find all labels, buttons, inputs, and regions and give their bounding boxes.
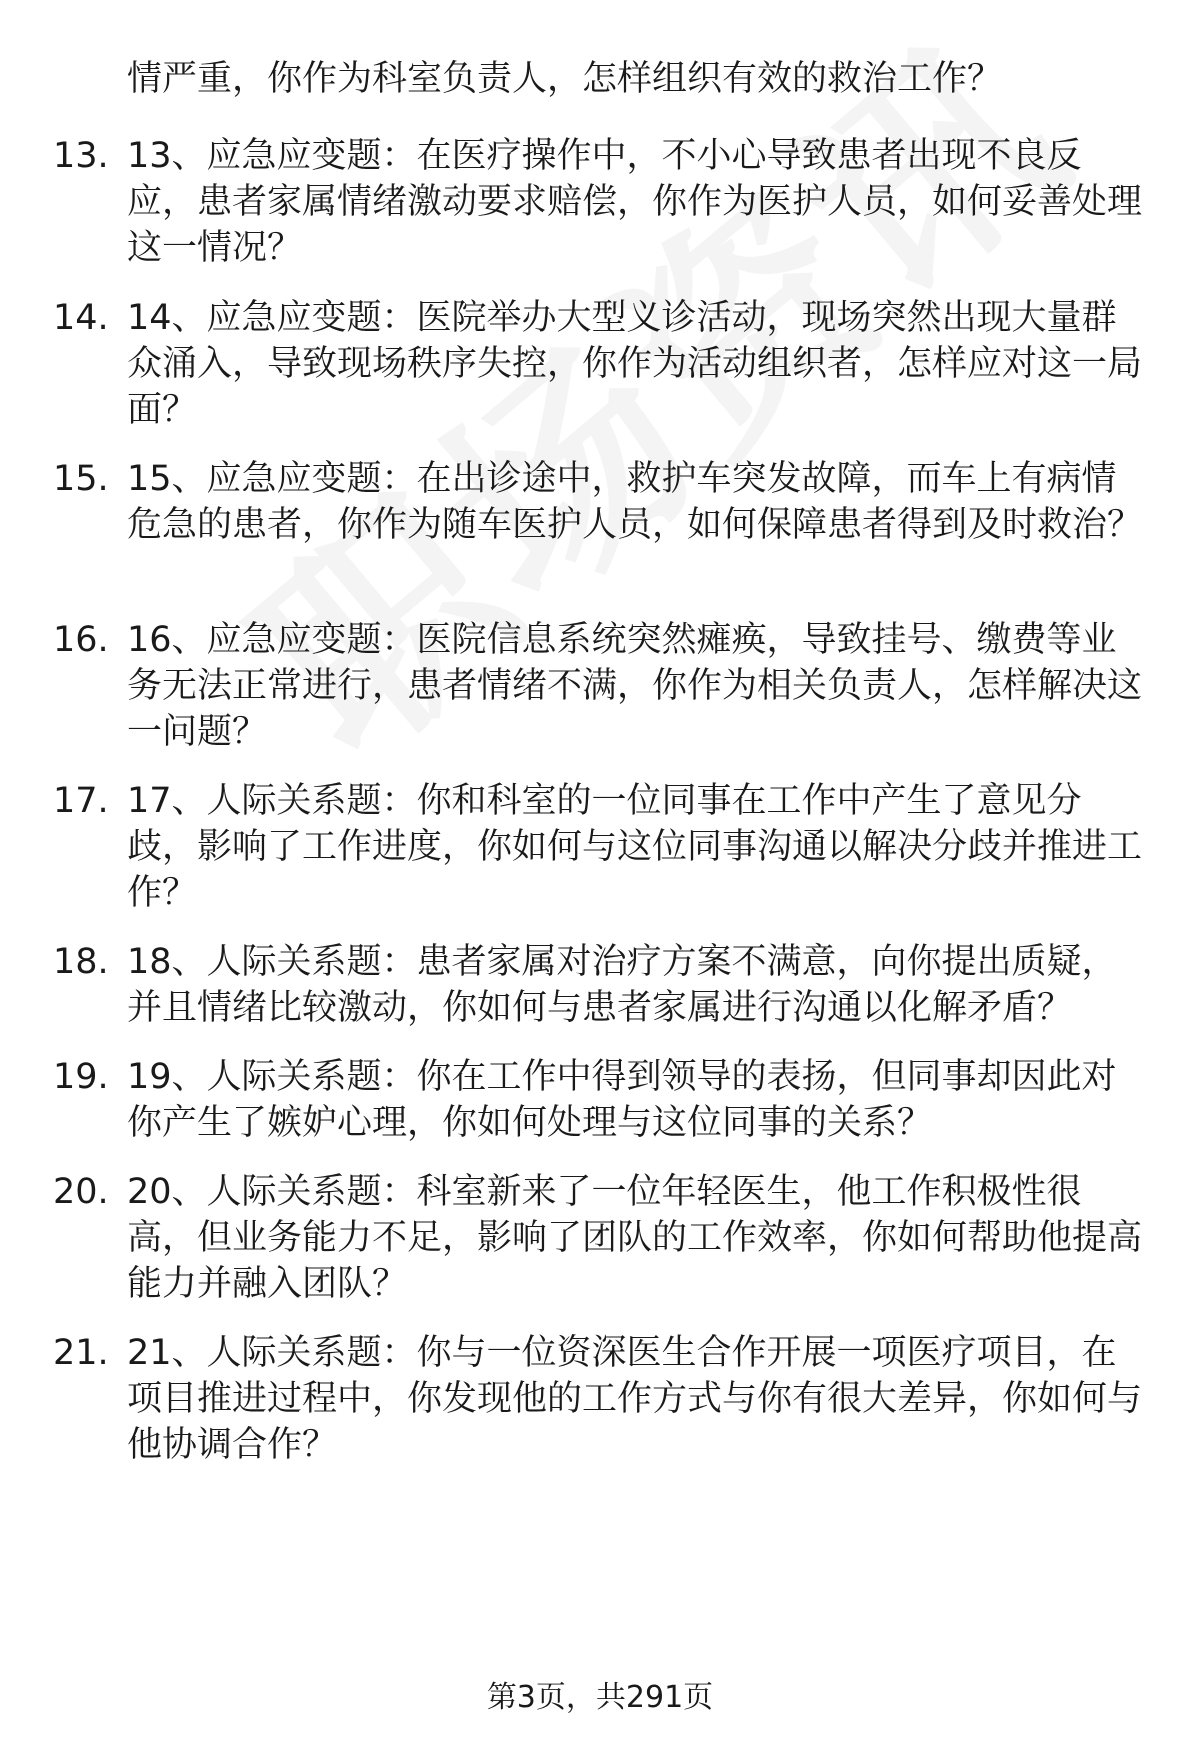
list-item-number: 16. xyxy=(53,620,109,660)
list-item-number: 14. xyxy=(53,298,109,338)
list-item-text: 15、应急应变题：在出诊途中，救护车突发故障，而车上有病情危急的患者，你作为随车医护人员，如何保障患者得到及时救治？ xyxy=(127,459,1143,545)
carry-over-text: 情严重，你作为科室负责人，怎样组织有效的救治工作？ xyxy=(127,59,1003,99)
list-item-text: 17、人际关系题：你和科室的一位同事在工作中产生了意见分歧，影响了工作进度，你如何与这位同事沟通以解决分歧并推进工作？ xyxy=(127,781,1143,913)
list-item-number: 19. xyxy=(53,1057,109,1097)
list-item-number: 18. xyxy=(53,942,109,982)
list-item-text: 21、人际关系题：你与一位资深医生合作开展一项医疗项目，在项目推进过程中，你发现他的工作方式与你有很大差异，你如何与他协调合作？ xyxy=(127,1333,1143,1465)
list-item-number: 15. xyxy=(53,459,109,499)
list-item-text: 19、人际关系题：你在工作中得到领导的表扬，但同事却因此对你产生了嫉妒心理，你如何处理与这位同事的关系？ xyxy=(127,1057,1117,1143)
page-footer: 第3页，共291页 xyxy=(486,1680,714,1715)
list-item-number: 17. xyxy=(53,781,109,821)
list-item-number: 21. xyxy=(53,1333,109,1373)
list-item-number: 20. xyxy=(53,1172,109,1212)
list-item-text: 13、应急应变题：在医疗操作中，不小心导致患者出现不良反应，患者家属情绪激动要求赔偿，你作为医护人员，如何妥善处理这一情况？ xyxy=(127,136,1143,268)
list-item-text: 20、人际关系题：科室新来了一位年轻医生，他工作积极性很高，但业务能力不足，影响了团队的工作效率，你如何帮助他提高能力并融入团队？ xyxy=(127,1172,1143,1304)
list-item-text: 18、人际关系题：患者家属对治疗方案不满意，向你提出质疑，并且情绪比较激动，你如何与患者家属进行沟通以化解矛盾？ xyxy=(127,942,1117,1028)
list-item-number: 13. xyxy=(53,136,109,176)
list-item-text: 16、应急应变题：医院信息系统突然瘫痪，导致挂号、缴费等业务无法正常进行，患者情绪不满，你作为相关负责人，怎样解决这一问题？ xyxy=(127,620,1143,752)
list-item-text: 14、应急应变题：医院举办大型义诊活动，现场突然出现大量群众涌入，导致现场秩序失控，你作为活动组织者，怎样应对这一局面？ xyxy=(127,298,1143,430)
